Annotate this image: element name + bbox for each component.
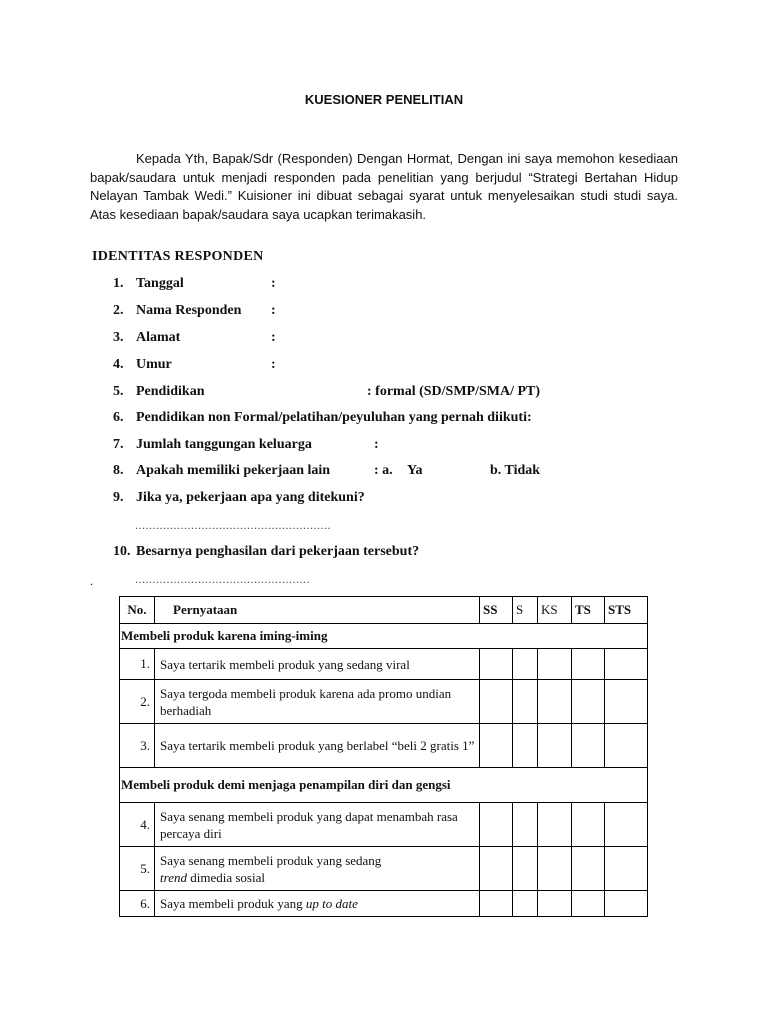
item-label: Tanggal [136,276,184,291]
answer-cell-ts[interactable] [572,649,605,680]
answer-cell-sts[interactable] [605,724,648,768]
statement-text [155,847,480,891]
answer-cell-ss[interactable] [480,803,513,847]
item-number: 4. [113,357,124,372]
answer-cell-ts[interactable] [572,680,605,724]
item-label: Pendidikan non Formal/pelatihan/peyuluhan yang pernah diikuti: [136,410,532,425]
answer-cell-ts[interactable] [572,891,605,917]
answer-cell-ss[interactable] [480,724,513,768]
answer-cell-sts[interactable] [605,649,648,680]
statement-text: Saya tergoda membeli produk karena ada promo undian berhadiah [155,680,480,724]
statement-text: Saya senang membeli produk yang dapat menambah rasa percaya diri [155,803,480,847]
answer-cell-sts[interactable] [605,680,648,724]
item-colon: : formal (SD/SMP/SMA/ PT) [367,384,541,399]
item-number: 3. [113,330,124,345]
answer-cell-s[interactable] [513,803,538,847]
answer-cell-sts[interactable] [605,803,648,847]
table-row [120,847,648,891]
answer-cell-ks[interactable] [538,724,572,768]
item-label: Jumlah tanggungan keluarga [136,437,312,452]
item-colon: : [271,357,276,372]
item-colon: : [271,330,276,345]
section-row [120,768,648,803]
stray-dot: . [90,574,93,588]
answer-cell-s[interactable] [513,649,538,680]
answer-cell-ss[interactable] [480,891,513,917]
answer-cell-s[interactable] [513,891,538,917]
answer-cell-s[interactable] [513,680,538,724]
answer-cell-s[interactable] [513,724,538,768]
item-number: 8. [113,463,124,478]
item-label: Besarnya penghasilan dari pekerjaan tersebut? [136,544,420,559]
statement-text-part: Saya senang membeli produk yang sedang [160,852,382,868]
item-label: Apakah memiliki pekerjaan lain [136,463,331,478]
header-no: No. [120,597,155,624]
table-header-row [120,597,648,624]
row-number: 3. [120,724,155,768]
item-number: 10. [113,544,131,559]
row-number: 5. [120,847,155,891]
answer-cell-s[interactable] [513,847,538,891]
header-s: S [513,597,538,624]
statement-text: Saya tertarik membeli produk yang berlabel “beli 2 gratis 1” [155,724,480,768]
answer-cell-ts[interactable] [572,724,605,768]
header-ts: TS [572,597,605,624]
answer-dotted-line: ........................................................ [135,518,331,532]
table-row [120,649,648,680]
header-ss: SS [480,597,513,624]
item-label: Alamat [136,330,181,345]
row-number: 4. [120,803,155,847]
item-number: 7. [113,437,124,452]
item-label: Nama Responden [136,303,242,318]
item-number: 9. [113,490,124,505]
questionnaire-table [119,596,648,917]
section-title: Membeli produk demi menjaga penampilan diri dan gengsi [120,768,648,803]
document-title: KUESIONER PENELITIAN [304,92,464,107]
item-colon: : [271,276,276,291]
table-row [120,724,648,768]
option-ya: Ya [407,463,423,478]
section-row [120,624,648,649]
table-row [120,680,648,724]
answer-cell-ks[interactable] [538,847,572,891]
intro-paragraph: Kepada Yth, Bapak/Sdr (Responden) Dengan Hormat, Dengan ini saya memohon kesediaan bapak/saudara untuk menjadi responden pada penelitian yang berjudul “Strategi Bertahan Hidup Nelayan Tambak Wedi.” Kuisioner ini dibuat sebagai syarat untuk menyelesaikan studi studi saya. Atas kesediaan bapak/saudara saya ucapkan terimakasih. [90,151,678,222]
header-sts: STS [605,597,648,624]
item-colon: : a. [374,463,393,478]
item-colon: : [374,437,379,452]
option-tidak: b. Tidak [490,463,541,478]
statement-emphasis: up to date [305,896,358,911]
statement-text-part: Saya membeli produk yang [160,896,306,911]
answer-cell-ks[interactable] [538,891,572,917]
statement-text: Saya tertarik membeli produk yang sedang viral [155,649,480,680]
row-number: 2. [120,680,155,724]
section-title: Membeli produk karena iming-iming [120,624,648,649]
header-ks: KS [538,597,572,624]
item-number: 2. [113,303,124,318]
answer-cell-ks[interactable] [538,649,572,680]
answer-cell-ss[interactable] [480,847,513,891]
item-label: Umur [136,357,172,372]
section-title-identitas: IDENTITAS RESPONDEN [92,249,264,264]
item-colon: : [271,303,276,318]
answer-cell-ss[interactable] [480,649,513,680]
item-number: 6. [113,410,124,425]
item-label: Pendidikan [136,384,205,399]
statement-emphasis: trend [160,869,187,885]
item-number: 5. [113,384,124,399]
answer-cell-ks[interactable] [538,803,572,847]
answer-cell-sts[interactable] [605,847,648,891]
header-pernyataan: Pernyataan [155,597,480,624]
answer-cell-sts[interactable] [605,891,648,917]
statement-text-part: dimedia sosial [186,869,265,885]
row-number: 6. [120,891,155,917]
item-label: Jika ya, pekerjaan apa yang ditekuni? [136,490,365,505]
table-row [120,803,648,847]
answer-dotted-line: .................................................. [135,572,310,586]
answer-cell-ts[interactable] [572,847,605,891]
item-number: 1. [113,276,124,291]
answer-cell-ts[interactable] [572,803,605,847]
answer-cell-ss[interactable] [480,680,513,724]
answer-cell-ks[interactable] [538,680,572,724]
table-row [120,891,648,917]
statement-text [155,891,480,917]
row-number: 1. [120,649,155,680]
